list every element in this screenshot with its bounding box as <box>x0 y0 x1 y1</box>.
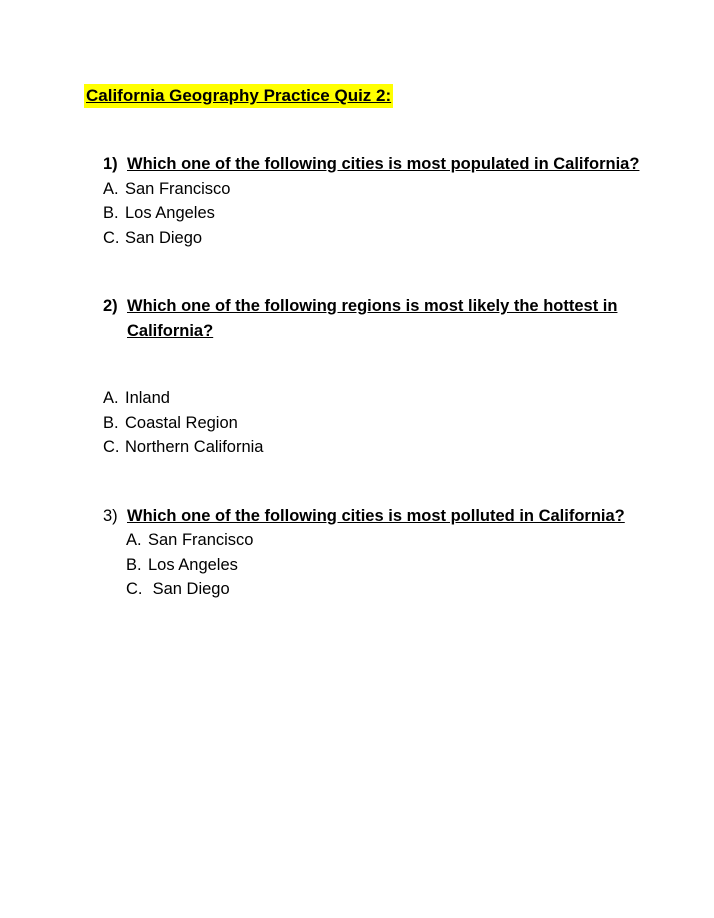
answer-letter: B. <box>126 555 142 574</box>
question-1-row <box>103 152 663 177</box>
answer-2a <box>103 386 503 411</box>
quiz-title: California Geography Practice Quiz 2: <box>84 84 393 108</box>
answer-text: San Diego <box>148 580 230 598</box>
answer-letter: C. <box>103 438 120 456</box>
answer-2c <box>103 435 503 460</box>
answer-letter: C. <box>103 228 120 247</box>
answer-3b <box>126 553 526 578</box>
answer-text: San Francisco <box>148 531 254 549</box>
answer-letter: B. <box>103 413 119 432</box>
question-1-answers <box>103 177 663 251</box>
question-2-number: 2) <box>103 297 118 315</box>
question-1-number: 1) <box>103 155 118 173</box>
question-1 <box>103 152 663 250</box>
answer-2b <box>103 411 503 436</box>
answer-3a <box>126 528 526 553</box>
question-2-text: Which one of the following regions is most likely the hottest in California? <box>127 297 618 340</box>
answer-text: Northern California <box>125 438 264 456</box>
answer-3c <box>126 577 526 602</box>
question-3-text: Which one of the following cities is most polluted in California? <box>127 507 625 525</box>
question-3 <box>103 504 663 529</box>
question-1-text: Which one of the following cities is most populated in California? <box>127 155 640 173</box>
answer-text: San Diego <box>125 228 203 247</box>
question-3-row <box>103 504 663 529</box>
answer-1a <box>103 177 663 202</box>
answer-letter: B. <box>103 204 119 222</box>
question-3-number: 3) <box>103 507 118 525</box>
question-3-answers <box>126 528 526 602</box>
answer-1b <box>103 201 663 226</box>
question-2-row <box>103 294 633 343</box>
question-2 <box>103 294 633 343</box>
answer-letter: A. <box>103 389 119 407</box>
answer-text: Los Angeles <box>148 555 238 574</box>
answer-1c <box>103 226 663 251</box>
answer-letter: C. <box>126 580 143 598</box>
answer-text: Inland <box>125 389 170 407</box>
answer-text: San Francisco <box>125 179 231 198</box>
question-2-answers <box>103 386 503 460</box>
answer-text: Los Angeles <box>125 204 215 222</box>
answer-text: Coastal Region <box>125 413 238 432</box>
answer-letter: A. <box>103 179 119 198</box>
answer-letter: A. <box>126 531 142 549</box>
